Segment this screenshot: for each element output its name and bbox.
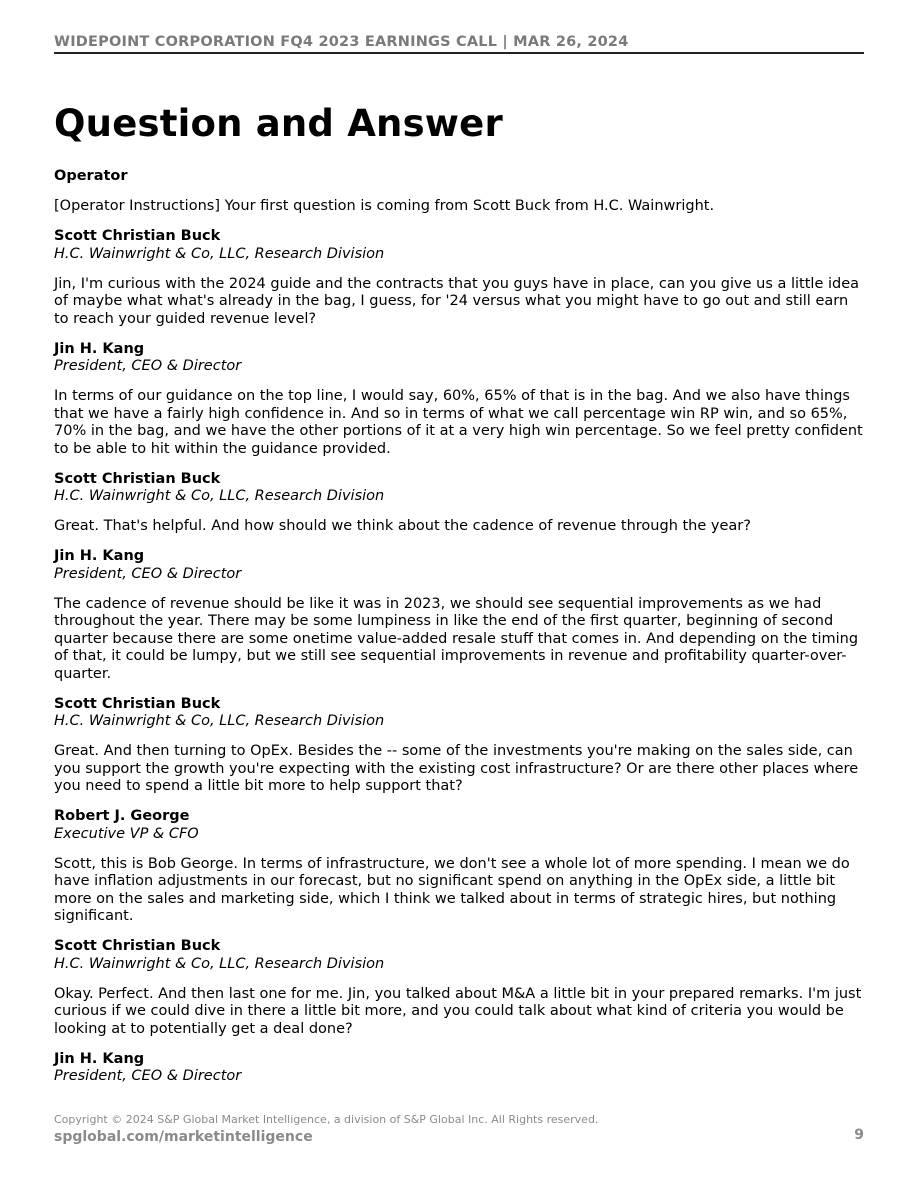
- speaker-name: Scott Christian Buck: [54, 470, 221, 487]
- speaker-role: H.C. Wainwright & Co, LLC, Research Division: [54, 955, 385, 972]
- speech-text: The cadence of revenue should be like it was in 2023, we should see sequential improvements as we had throughout the year. There may be some lumpiness in like the end of the first quarter, beginning of second quarter because there are some onetime value-added resale stuff that comes in. And depending on the timing of that, it could be lumpy, but we still see sequential improvements in revenue and profitability quarter-over-quarter.: [54, 595, 859, 682]
- footer-url: spglobal.com/marketintelligence: [54, 1129, 313, 1145]
- speech-text: Okay. Perfect. And then last one for me. Jin, you talked about M&A a little bit in your prepared remarks. I'm just curious if we could dive in there a little bit more, and you could talk about what kind of criteria you would be looking at to potentially get a deal done?: [54, 985, 862, 1037]
- transcript-entry: [54, 228, 866, 263]
- transcript-entry: [54, 808, 866, 843]
- speaker-role: H.C. Wainwright & Co, LLC, Research Division: [54, 245, 385, 262]
- transcript-entry: [54, 548, 866, 583]
- footer-copyright: Copyright © 2024 S&P Global Market Intelligence, a division of S&P Global Inc. All Rights reserved.: [54, 1113, 599, 1126]
- speech-text: Scott, this is Bob George. In terms of infrastructure, we don't see a whole lot of more spending. I mean we do have inflation adjustments in our forecast, but no significant spend on anything in the OpEx side, a little bit more on the sales and marketing side, which I think we talked about in terms of strategic hires, but nothing significant.: [54, 855, 850, 924]
- transcript: [54, 168, 866, 1098]
- speaker-name: Scott Christian Buck: [54, 228, 221, 244]
- transcript-entry: [54, 986, 866, 1039]
- speaker-name: Scott Christian Buck: [54, 695, 221, 712]
- speech-text: Great. And then turning to OpEx. Besides the -- some of the investments you're making on the sales side, can you support the growth you're expecting with the existing cost infrastructure? Or are there other places where you need to spend a little bit more to help support that?: [54, 743, 859, 794]
- transcript-entry: [54, 341, 866, 376]
- transcript-entry: [54, 276, 866, 329]
- speaker-name: Operator: [54, 168, 128, 184]
- speaker-name: Robert J. George: [54, 808, 190, 824]
- speaker-role: H.C. Wainwright & Co, LLC, Research Division: [54, 713, 385, 729]
- speaker-role: H.C. Wainwright & Co, LLC, Research Division: [54, 488, 385, 504]
- transcript-entry: [54, 1051, 866, 1086]
- document-header: WIDEPOINT CORPORATION FQ4 2023 EARNINGS CALL | MAR 26, 2024: [54, 34, 864, 54]
- speech-text: [Operator Instructions] Your first question is coming from Scott Buck from H.C. Wainwright.: [54, 198, 715, 214]
- transcript-entry: [54, 518, 866, 536]
- speaker-role: President, CEO & Director: [54, 1068, 242, 1084]
- transcript-entry: [54, 388, 866, 458]
- speaker-name: Jin H. Kang: [54, 340, 145, 357]
- transcript-entry: [54, 856, 866, 926]
- speech-text: Jin, I'm curious with the 2024 guide and the contracts that you guys have in place, can you give us a little idea of maybe what what's already in the bag, I guess, for '24 versus what you might have to go out and still earn to reach your guided revenue level?: [54, 275, 860, 327]
- page-number: 9: [854, 1127, 864, 1143]
- transcript-entry: [54, 696, 866, 731]
- speaker-role: President, CEO & Director: [54, 565, 242, 582]
- transcript-entry: [54, 743, 866, 796]
- speaker-name: Jin H. Kang: [54, 548, 145, 564]
- speaker-name: Jin H. Kang: [54, 1050, 145, 1067]
- transcript-entry: [54, 471, 866, 506]
- transcript-entry: [54, 938, 866, 973]
- transcript-entry: [54, 596, 866, 684]
- transcript-entry: [54, 198, 866, 216]
- speech-text: In terms of our guidance on the top line, I would say, 60%, 65% of that is in the bag. And we also have things that we have a fairly high confidence in. And so in terms of what we call percentage win RP win, and so 65%, 70% in the bag, and we have the other portions of it at a very high win percentage. So we feel pretty confident to be able to hit within the guidance provided.: [54, 388, 863, 457]
- speaker-name: Scott Christian Buck: [54, 938, 221, 954]
- speaker-role: President, CEO & Director: [54, 358, 242, 374]
- transcript-entry: [54, 168, 866, 186]
- speech-text: Great. That's helpful. And how should we think about the cadence of revenue through the year?: [54, 518, 751, 534]
- page-title: Question and Answer: [54, 102, 503, 145]
- speaker-role: Executive VP & CFO: [54, 825, 199, 842]
